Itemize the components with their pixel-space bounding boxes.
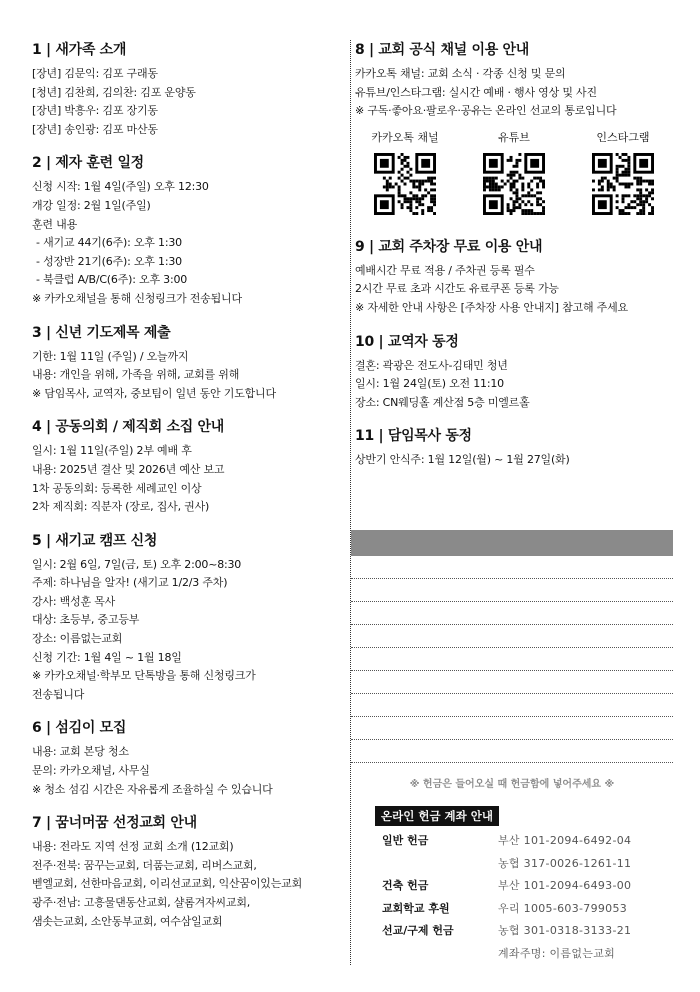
text-line: 기한: 1월 11일 (주일) / 오늘까지 — [32, 349, 189, 363]
qr-label: 유튜브 — [498, 130, 530, 144]
text-line: ※ 자세한 안내 사항은 [주차장 사용 안내지] 참고해 주세요 — [355, 300, 628, 314]
text-line: [장년] 송인광: 김포 마산동 — [32, 122, 158, 136]
text-line: 전송됩니다 — [32, 687, 85, 701]
text-line: 내용: 교회 본당 청소 — [32, 745, 129, 759]
section-prayer — [32, 323, 344, 404]
text-line: [장년] 박흥우: 김포 장기동 — [32, 104, 158, 118]
text-line: 신청 기간: 1월 4일 ~ 1월 18일 — [32, 650, 182, 664]
text-line: 일시: 2월 6일, 7일(금, 토) 오후 2:00~8:30 — [32, 557, 242, 571]
account-name: 일반 헌금 — [382, 834, 429, 847]
memo-line — [351, 694, 673, 717]
account-name — [382, 943, 498, 966]
account-title: 온라인 헌금 계좌 안내 — [375, 806, 499, 826]
memo-line — [351, 625, 673, 648]
section-churches — [32, 813, 344, 931]
section-title: 11 | 담임목사 동정 — [355, 428, 472, 445]
offering-notice: ※ 헌금은 들어오실 때 헌금함에 넣어주세요 ※ — [409, 779, 615, 790]
account-name — [382, 853, 498, 876]
account-number[interactable]: 부산 101-2094-6493-00 — [498, 879, 632, 892]
memo-lines — [351, 556, 673, 763]
section-title: 9 | 교회 주차장 무료 이용 안내 — [355, 238, 543, 255]
qr-label: 카카오톡 채널 — [371, 130, 439, 144]
text-line: 벧엘교회, 선한마음교회, 이리선교교회, 익산꿈이있는교회 — [32, 877, 303, 891]
text-line: 대상: 초등부, 중고등부 — [32, 613, 140, 627]
text-line: - 성장반 21기(6주): 오후 1:30 — [36, 254, 182, 268]
text-line: 2차 제직회: 직분자 (장로, 집사, 권사) — [32, 500, 210, 514]
text-line: ※ 카카오채널·학부모 단톡방을 통해 신청링크가 — [32, 669, 256, 683]
text-line: 장소: CN웨딩홀 계산점 5층 미엘르홀 — [355, 395, 530, 409]
text-line: 내용: 2025년 결산 및 2026년 예산 보고 — [32, 462, 225, 476]
text-line: 일시: 1월 24일(토) 오전 11:10 — [355, 377, 504, 391]
section-title: 1 | 새가족 소개 — [32, 42, 127, 58]
text-line: 예배시간 무료 적용 / 주차권 등록 필수 — [355, 263, 535, 277]
section-title: 5 | 새기교 캠프 신청 — [32, 532, 158, 549]
text-line: 샘솟는교회, 소안동부교회, 여수삼일교회 — [32, 914, 223, 928]
account-name: 교회학교 후원 — [382, 901, 450, 915]
memo-line — [351, 740, 673, 763]
account-number[interactable]: 부산 101-2094-6492-04 — [498, 834, 632, 847]
text-line: ※ 청소 섬김 시간은 자유롭게 조율하실 수 있습니다 — [32, 782, 273, 796]
text-line: 장소: 이름없는교회 — [32, 632, 123, 646]
qr-code-row — [355, 121, 673, 215]
text-line: 훈련 내용 — [32, 217, 78, 231]
text-line: 일시: 1월 11일(주일) 2부 예배 후 — [32, 444, 192, 458]
text-line: [청년] 김찬희, 김의찬: 김포 운양동 — [32, 85, 196, 99]
text-line: 신청 시작: 1월 4일(주일) 오후 12:30 — [32, 180, 209, 194]
right-column — [355, 40, 673, 484]
text-line: 개강 일정: 2월 1일(주일) — [32, 198, 151, 212]
section-parking — [355, 237, 673, 318]
text-line: 문의: 카카오채널, 사무실 — [32, 764, 150, 778]
section-title: 10 | 교역자 동정 — [355, 333, 459, 350]
qr-code-icon — [483, 153, 545, 215]
account-name: 건축 헌금 — [382, 879, 429, 892]
text-line: - 새기교 44기(6주): 오후 1:30 — [36, 236, 182, 250]
text-line: 2시간 무료 초과 시간도 유료쿠폰 등록 가능 — [355, 282, 559, 296]
text-line: ※ 담임목사, 교역자, 중보팀이 일년 동안 기도합니다 — [32, 386, 276, 400]
section-title: 2 | 제자 훈련 일정 — [32, 155, 144, 172]
text-line: 상반기 안식주: 1월 12일(월) ~ 1월 27일(화) — [355, 453, 570, 467]
memo-line — [351, 579, 673, 602]
account-row — [382, 853, 672, 876]
section-volunteer — [32, 718, 344, 799]
text-line: 주제: 하나님을 알자! (새기교 1/2/3 주차) — [32, 576, 228, 590]
column-divider — [350, 40, 351, 965]
section-channels — [355, 40, 673, 215]
section-title: 8 | 교회 공식 채널 이용 안내 — [355, 42, 529, 58]
qr-code-icon — [374, 153, 436, 215]
section-new-family — [32, 40, 344, 139]
account-number[interactable]: 우리 1005-603-799053 — [498, 901, 628, 915]
left-column — [32, 40, 344, 945]
section-camp — [32, 531, 344, 705]
qr-youtube[interactable] — [468, 129, 560, 215]
text-line: 카카오톡 채널: 교회 소식 · 각종 신청 및 문의 — [355, 67, 566, 80]
text-line: ※ 구독·좋아요·팔로우·공유는 온라인 선교의 통로입니다 — [355, 104, 617, 118]
gray-header-bar — [351, 530, 673, 556]
section-title: 3 | 신년 기도제목 제출 — [32, 324, 171, 341]
section-assembly — [32, 417, 344, 516]
account-row — [382, 898, 672, 921]
memo-line — [351, 671, 673, 694]
memo-line — [351, 717, 673, 740]
qr-instagram[interactable] — [577, 129, 669, 215]
text-line: [장년] 김문익: 김포 구래동 — [32, 67, 158, 80]
text-line: ※ 카카오채널을 통해 신청링크가 전송됩니다 — [32, 291, 242, 305]
memo-line — [351, 556, 673, 579]
account-row — [382, 943, 672, 966]
qr-code-icon — [592, 153, 654, 215]
account-table — [382, 830, 672, 965]
section-title: 7 | 꿈너머꿈 선정교회 안내 — [32, 815, 197, 832]
text-line: 전주·전북: 꿈꾸는교회, 더품는교회, 리버스교회, — [32, 858, 257, 872]
qr-label: 인스타그램 — [596, 130, 650, 144]
account-holder: 계좌주명: 이름없는교회 — [498, 946, 616, 960]
memo-line — [351, 648, 673, 671]
account-row — [382, 830, 672, 853]
account-number[interactable]: 농협 301-0318-3133-21 — [498, 924, 632, 937]
text-line: 내용: 개인을 위해, 가족을 위해, 교회를 위해 — [32, 368, 240, 382]
text-line: 1차 공동의회: 등록한 세례교인 이상 — [32, 481, 202, 495]
qr-kakao[interactable] — [359, 129, 451, 215]
text-line: 강사: 백성훈 목사 — [32, 594, 116, 608]
text-line: 광주·전남: 고흥물댄동산교회, 샬롬겨자씨교회, — [32, 896, 251, 909]
text-line: 유튜브/인스타그램: 실시간 예배 · 행사 영상 및 사진 — [355, 85, 597, 99]
memo-line — [351, 602, 673, 625]
account-number[interactable]: 농협 317-0026-1261-11 — [498, 856, 632, 870]
account-row — [382, 920, 672, 943]
section-staff-news — [355, 332, 673, 413]
section-pastor-news — [355, 426, 673, 470]
text-line: 내용: 전라도 지역 선정 교회 소개 (12교회) — [32, 840, 234, 854]
section-title: 6 | 섬김이 모집 — [32, 720, 127, 737]
account-name: 선교/구제 헌금 — [382, 924, 454, 937]
text-line: - 북클럽 A/B/C(6주): 오후 3:00 — [36, 273, 188, 287]
section-discipleship — [32, 153, 344, 308]
section-title: 4 | 공동의회 / 제직회 소집 안내 — [32, 419, 224, 436]
account-row — [382, 875, 672, 898]
text-line: 결혼: 곽광은 전도사-김태민 청년 — [355, 358, 508, 372]
